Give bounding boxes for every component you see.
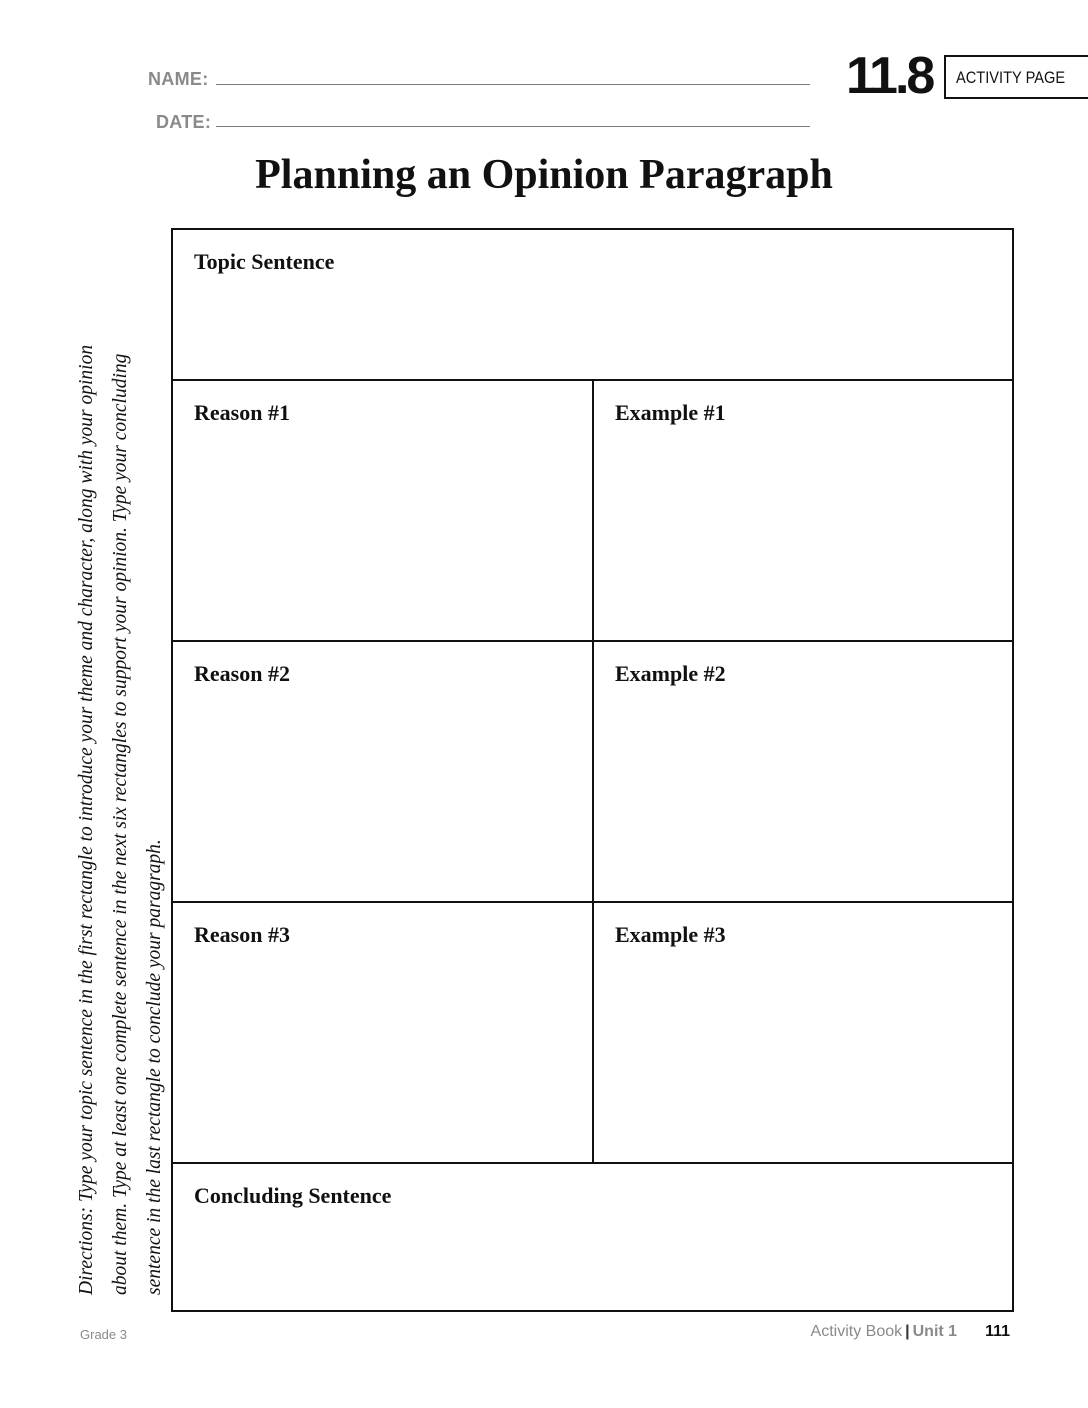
reason-2-box[interactable] bbox=[173, 642, 592, 901]
example-2-label: Example #2 bbox=[615, 661, 726, 686]
page-number: 111 bbox=[985, 1323, 1010, 1340]
footer-grade: Grade 3 bbox=[80, 1327, 127, 1342]
topic-sentence-box[interactable] bbox=[173, 230, 1012, 379]
directions-line-3: sentence in the last rectangle to conclude your paragraph. bbox=[144, 839, 165, 1295]
directions-line-2: about them. Type at least one complete sentence in the next six rectangles to support your opinion. Type your concluding bbox=[110, 353, 131, 1295]
example-3-label: Example #3 bbox=[615, 922, 726, 947]
concluding-sentence-box[interactable] bbox=[173, 1164, 1012, 1310]
concluding-sentence-label: Concluding Sentence bbox=[194, 1183, 392, 1208]
directions-line-1: Directions: Type your topic sentence in the first rectangle to introduce your theme and character, along with your opinion bbox=[76, 344, 97, 1295]
reason-3-box[interactable] bbox=[173, 903, 592, 1162]
footer-unit: Unit 1 bbox=[912, 1323, 958, 1340]
example-1-label: Example #1 bbox=[615, 400, 726, 425]
page-title: Planning an Opinion Paragraph bbox=[255, 152, 833, 198]
footer-separator: | bbox=[905, 1323, 910, 1340]
example-3-box[interactable] bbox=[594, 903, 1012, 1162]
footer-book-info bbox=[811, 1323, 1010, 1341]
reason-1-box[interactable] bbox=[173, 381, 592, 640]
footer-book: Activity Book bbox=[810, 1323, 903, 1340]
example-2-box[interactable] bbox=[594, 642, 1012, 901]
reason-2-label: Reason #2 bbox=[194, 661, 290, 686]
name-field[interactable] bbox=[216, 84, 810, 85]
activity-page-label: ACTIVITY PAGE bbox=[956, 68, 1066, 87]
column-divider bbox=[592, 379, 594, 1164]
reason-3-label: Reason #3 bbox=[194, 922, 290, 947]
name-label: NAME: bbox=[148, 69, 209, 89]
opinion-organizer bbox=[171, 228, 1014, 1312]
reason-1-label: Reason #1 bbox=[194, 400, 290, 425]
date-label: DATE: bbox=[156, 112, 212, 132]
lesson-number: 11.8 bbox=[846, 47, 933, 105]
directions bbox=[70, 185, 172, 1295]
topic-sentence-label: Topic Sentence bbox=[194, 249, 335, 274]
activity-page-badge bbox=[944, 55, 1088, 99]
example-1-box[interactable] bbox=[594, 381, 1012, 640]
date-field[interactable] bbox=[216, 126, 810, 127]
